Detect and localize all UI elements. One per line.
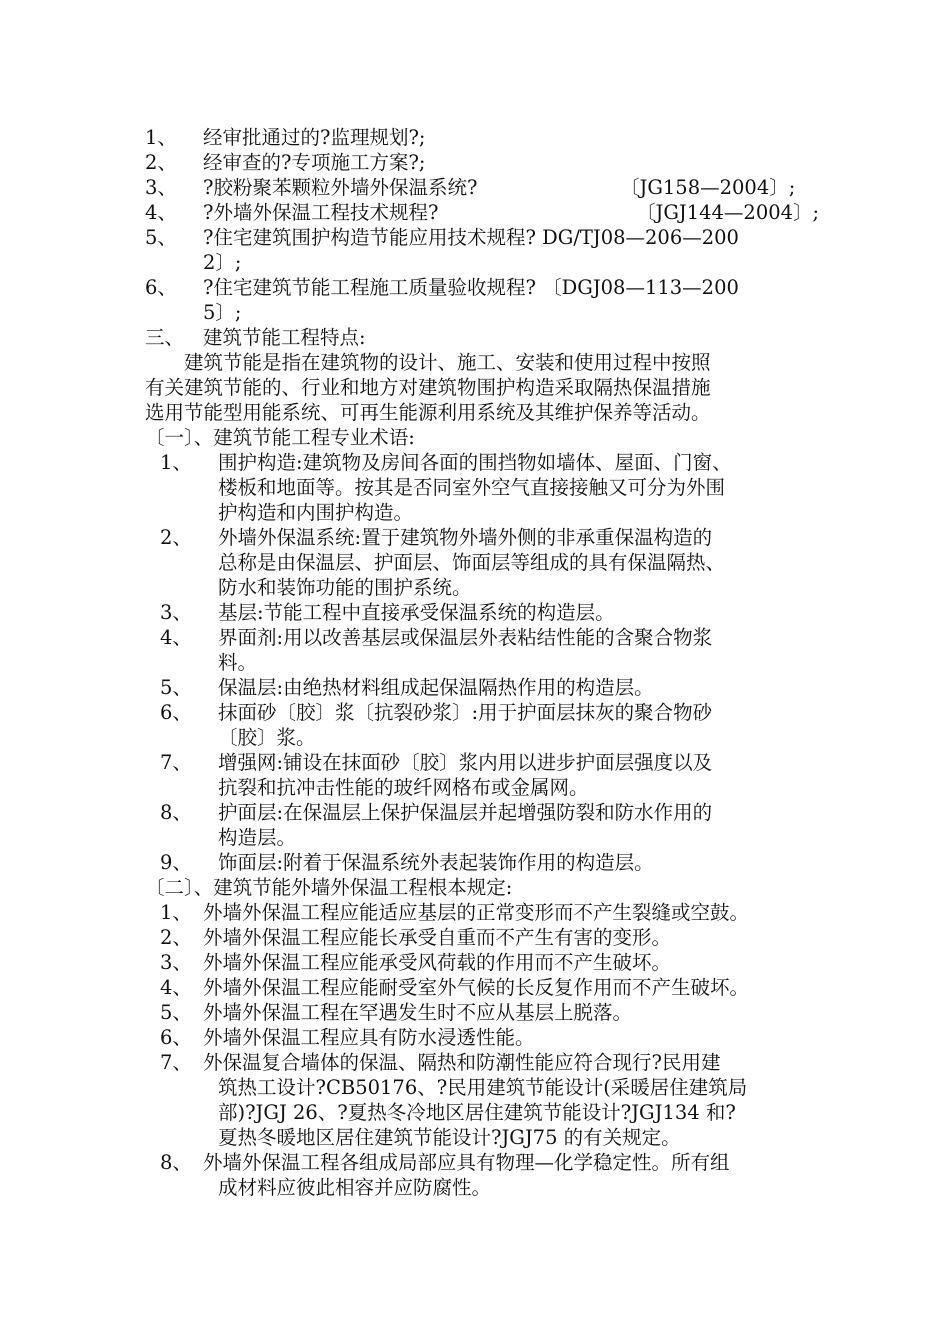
reference-text-continued: 2〕; [203, 251, 242, 274]
term-line: 增强网:铺设在抹面砂〔胶〕浆内用以进步护面层强度以及 [218, 751, 713, 774]
rule-line: 筑热工设计?CB50176、?民用建筑节能设计(采暖居住建筑局 [218, 1076, 748, 1099]
term-line: 总称是由保温层、护面层、饰面层等组成的具有保温隔热、 [218, 551, 726, 574]
reference-text: 经审查的?专项施工方案?; [203, 151, 426, 174]
term-line: 饰面层:附着于保温系统外表起装饰作用的构造层。 [218, 851, 654, 874]
section-title: 建筑节能工程特点: [203, 326, 366, 349]
section-number: 三、 [145, 326, 185, 349]
list-number: 6、 [145, 276, 177, 299]
list-number: 3、 [160, 951, 192, 974]
term-line: 抗裂和抗冲击性能的玻纤网格布或金属网。 [218, 776, 589, 799]
term-line: 〔胶〕浆。 [218, 726, 316, 749]
reference-text: ?住宅建筑节能工程施工质量验收规程? 〔DGJ08—113—200 [203, 276, 739, 299]
term-line: 护面层:在保温层上保护保温层并起增强防裂和防水作用的 [218, 801, 713, 824]
list-number: 4、 [160, 976, 192, 999]
rule-line: 外保温复合墙体的保温、隔热和防潮性能应符合现行?民用建 [203, 1051, 721, 1074]
list-number: 7、 [160, 1051, 192, 1074]
rule-line: 外墙外保温工程在罕遇发生时不应从基层上脱落。 [203, 1001, 633, 1024]
list-number: 2、 [145, 151, 177, 174]
rule-line: 部)?JGJ 26、?夏热冬冷地区居住建筑节能设计?JGJ134 和? [218, 1101, 736, 1124]
term-line: 外墙外保温系统:置于建筑物外墙外侧的非承重保温构造的 [218, 526, 713, 549]
rule-line: 外墙外保温工程应具有防水浸透性能。 [203, 1026, 535, 1049]
list-number: 3、 [160, 601, 192, 624]
reference-text: ?住宅建筑围护构造节能应用技术规程? DG/TJ08—206—200 [203, 226, 739, 249]
term-line: 围护构造:建筑物及房间各面的围挡物如墙体、屋面、门窗、 [218, 451, 732, 474]
paragraph-line: 选用节能型用能系统、可再生能源利用系统及其维护保养等活动。 [145, 401, 711, 424]
rule-line: 外墙外保温工程各组成局部应具有物理—化学稳定性。所有组 [203, 1151, 730, 1174]
term-line: 构造层。 [218, 826, 297, 849]
rule-line: 成材料应彼此相容并应防腐性。 [218, 1176, 492, 1199]
reference-code: 〔JGJ144—2004〕; [636, 201, 820, 224]
list-number: 4、 [145, 201, 177, 224]
list-number: 7、 [160, 751, 192, 774]
list-number: 8、 [160, 1151, 192, 1174]
reference-text: ?胶粉聚苯颗粒外墙外保温系统? [203, 176, 478, 199]
reference-text: ?外墙外保温工程技术规程? [203, 201, 439, 224]
term-line: 楼板和地面等。按其是否同室外空气直接接触又可分为外围 [218, 476, 726, 499]
list-number: 6、 [160, 701, 192, 724]
rule-line: 外墙外保温工程应能长承受自重而不产生有害的变形。 [203, 926, 672, 949]
term-line: 抹面砂〔胶〕浆〔抗裂砂浆〕:用于护面层抹灰的聚合物砂 [218, 701, 713, 724]
paragraph-line: 建筑节能是指在建筑物的设计、施工、安装和使用过程中按照 [184, 351, 711, 374]
list-number: 1、 [145, 126, 177, 149]
term-line: 料。 [218, 651, 258, 674]
list-number: 5、 [160, 676, 192, 699]
subsection-heading: 〔二〕、建筑节能外墙外保温工程根本规定: [145, 876, 513, 899]
rule-line: 外墙外保温工程应能承受风荷载的作用而不产生破坏。 [203, 951, 672, 974]
rule-line: 夏热冬暖地区居住建筑节能设计?JGJ75 的有关规定。 [218, 1126, 681, 1149]
list-number: 5、 [160, 1001, 192, 1024]
reference-text: 经审批通过的?监理规划?; [203, 126, 426, 149]
list-number: 6、 [160, 1026, 192, 1049]
rule-line: 外墙外保温工程应能适应基层的正常变形而不产生裂缝或空鼓。 [203, 901, 750, 924]
list-number: 9、 [160, 851, 192, 874]
list-number: 4、 [160, 626, 192, 649]
paragraph-line: 有关建筑节能的、行业和地方对建筑物围护构造采取隔热保温措施 [145, 376, 711, 399]
reference-code: 〔JG158—2004〕; [620, 176, 796, 199]
term-line: 防水和装饰功能的围护系统。 [218, 576, 472, 599]
list-number: 5、 [145, 226, 177, 249]
list-number: 1、 [160, 901, 192, 924]
subsection-heading: 〔一〕、建筑节能工程专业术语: [145, 426, 415, 449]
term-line: 基层:节能工程中直接承受保温系统的构造层。 [218, 601, 615, 624]
list-number: 2、 [160, 926, 192, 949]
list-number: 8、 [160, 801, 192, 824]
list-number: 1、 [160, 451, 192, 474]
term-line: 护构造和内围护构造。 [218, 501, 414, 524]
term-line: 界面剂:用以改善基层或保温层外表粘结性能的含聚合物浆 [218, 626, 713, 649]
list-number: 2、 [160, 526, 192, 549]
list-number: 3、 [145, 176, 177, 199]
reference-text-continued: 5〕; [203, 301, 242, 324]
term-line: 保温层:由绝热材料组成起保温隔热作用的构造层。 [218, 676, 654, 699]
rule-line: 外墙外保温工程应能耐受室外气候的长反复作用而不产生破坏。 [203, 976, 750, 999]
